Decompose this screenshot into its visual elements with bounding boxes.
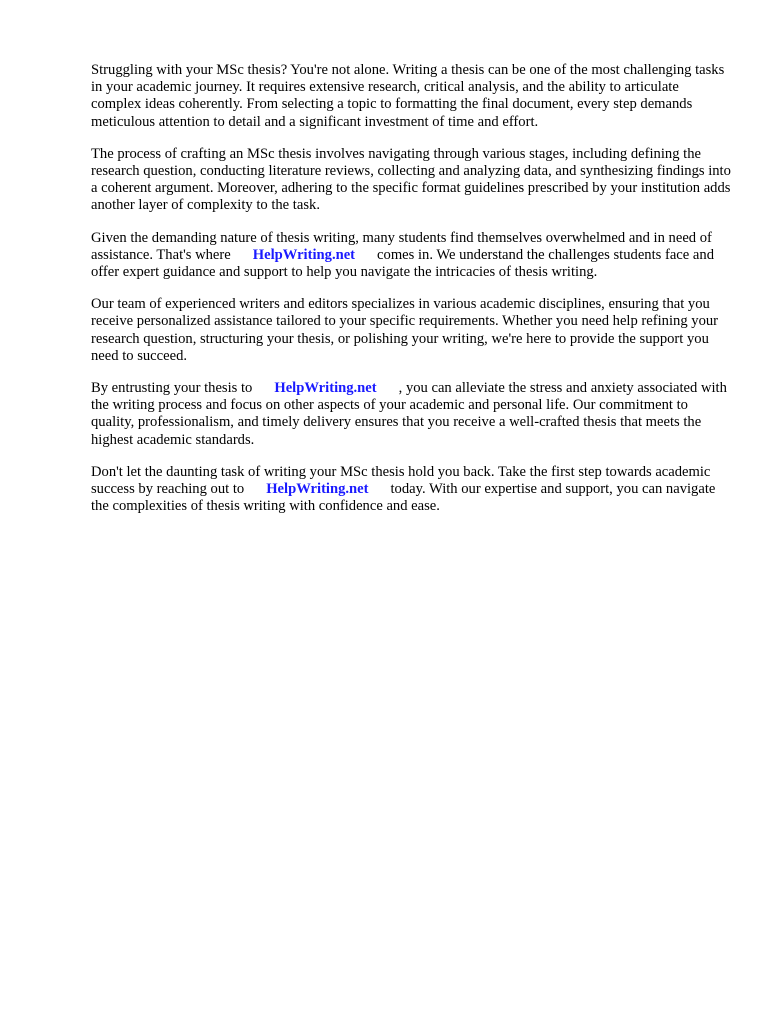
helpwriting-link[interactable]: HelpWriting.net bbox=[252, 246, 356, 263]
paragraph-entrusting-text-before: By entrusting your thesis to bbox=[91, 380, 253, 397]
paragraph-intro: Struggling with your MSc thesis? You're not alone. Writing a thesis can be one of the most challenging tasks in your academic journey. It requires extensive research, critical analysis, and the ability to articulate complex ideas coherently. From selecting a topic to formatting the final document, every step demands meticulous attention to detail and a significant investment of time and effort. bbox=[91, 62, 725, 130]
paragraph-assistance-text-after: comes in. We understand the challenges students face and offer expert guidance and support to help you navigate the intricacies of thesis writing. bbox=[91, 246, 714, 281]
helpwriting-link[interactable]: HelpWriting.net bbox=[274, 380, 377, 397]
paragraph-assistance bbox=[91, 230, 731, 282]
document-body bbox=[91, 62, 731, 530]
paragraph-closing-text-before: Don't let the daunting task of writing your MSc thesis hold you back. Take the first step towards academic success by reaching out to bbox=[91, 463, 711, 498]
helpwriting-link[interactable]: HelpWriting.net bbox=[266, 481, 369, 498]
paragraph-team: Our team of experienced writers and editors specializes in various academic disciplines, ensuring that you receive personalized assistance tailored to your specific requirements. Whether you need help refining your research question, structuring your thesis, or polishing your writing, we're here to provide the support you need to succeed. bbox=[91, 296, 719, 364]
paragraph-entrusting-text-after: , you can alleviate the stress and anxiety associated with the writing process and focus on other aspects of your academic and personal life. Our commitment to quality, professionalism, and timely delivery ensures that you receive a well-crafted thesis that meets the highest academic standards. bbox=[91, 380, 727, 448]
paragraph-closing-text-after: today. With our expertise and support, you can navigate the complexities of thesis writing with confidence and ease. bbox=[91, 481, 716, 515]
paragraph-process: The process of crafting an MSc thesis involves navigating through various stages, including defining the research question, conducting literature reviews, collecting and analyzing data, and synthesizing findings into a coherent argument. Moreover, adhering to the specific format guidelines prescribed by your institution adds another layer of complexity to the task. bbox=[91, 145, 731, 214]
paragraph-assistance-text-before: Given the demanding nature of thesis writing, many students find themselves overwhelmed and in need of assistance. That's where bbox=[91, 229, 712, 263]
paragraph-entrusting bbox=[91, 380, 731, 449]
paragraph-closing bbox=[91, 464, 731, 516]
